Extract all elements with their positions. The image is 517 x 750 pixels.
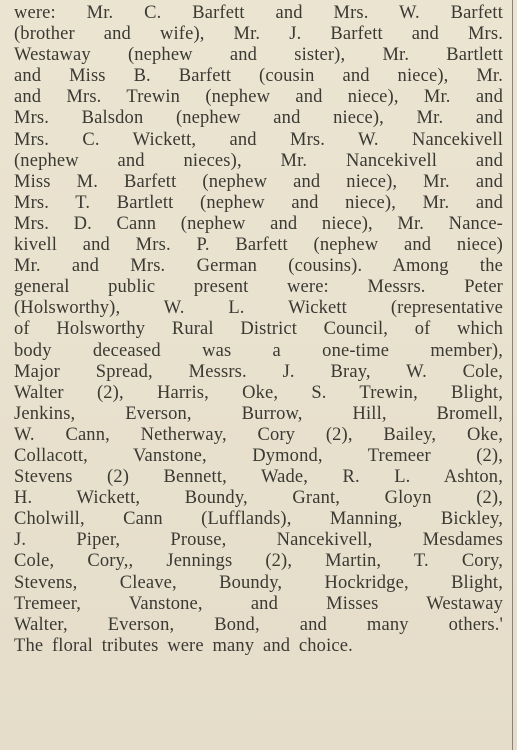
article-line: body deceased was a one-time member), [14, 340, 503, 361]
article-line: Mrs. D. Cann (nephew and niece), Mr. Nance- [14, 213, 503, 234]
article-line: Walter, Everson, Bond, and many others.' [14, 614, 503, 635]
article-line: and Miss B. Barfett (cousin and niece), Mr. [14, 66, 503, 87]
article-line: Major Spread, Messrs. J. Bray, W. Cole, [14, 361, 503, 382]
article-line: (Holsworthy), W. L. Wickett (representative [14, 298, 503, 319]
article-line: kivell and Mrs. P. Barfett (nephew and niece) [14, 235, 503, 256]
article-line: H. Wickett, Boundy, Grant, Gloyn (2), [14, 488, 503, 509]
article-line: (nephew and nieces), Mr. Nancekivell and [14, 150, 503, 171]
article-line: Mrs. Balsdon (nephew and niece), Mr. and [14, 108, 503, 129]
article-line: Collacott, Vanstone, Dymond, Tremeer (2), [14, 445, 503, 466]
column-rule [512, 0, 513, 750]
article-line: of Holsworthy Rural District Council, of which [14, 319, 503, 340]
article-line: and Mrs. Trewin (nephew and niece), Mr. and [14, 87, 503, 108]
article-line: The floral tributes were many and choice. [14, 635, 353, 656]
article-line: (brother and wife), Mr. J. Barfett and Mrs. [14, 24, 503, 45]
article-line: Walter (2), Harris, Oke, S. Trewin, Blight, [14, 382, 503, 403]
article-line: Stevens, Cleave, Boundy, Hockridge, Blight, [14, 572, 503, 593]
article-line: general public present were: Messrs. Peter [14, 277, 503, 298]
article-line: Cole, Cory,, Jennings (2), Martin, T. Cory, [14, 551, 503, 572]
article-line: Miss M. Barfett (nephew and niece), Mr. and [14, 171, 503, 192]
article-line: Tremeer, Vanstone, and Misses Westaway [14, 593, 503, 614]
article-line: Jenkins, Everson, Burrow, Hill, Bromell, [14, 403, 503, 424]
article-line: Mrs. T. Bartlett (nephew and niece), Mr. and [14, 192, 503, 213]
article-line: Mr. and Mrs. German (cousins). Among the [14, 256, 503, 277]
article-line: Stevens (2) Bennett, Wade, R. L. Ashton, [14, 467, 503, 488]
article-line: Westaway (nephew and sister), Mr. Bartlett [14, 45, 503, 66]
article-line: Mrs. C. Wickett, and Mrs. W. Nancekivell [14, 129, 503, 150]
article-line: J. Piper, Prouse, Nancekivell, Mesdames [14, 530, 503, 551]
article-body [14, 3, 503, 657]
article-line: were: Mr. C. Barfett and Mrs. W. Barfett [14, 3, 503, 23]
article-line: Cholwill, Cann (Lufflands), Manning, Bickley, [14, 509, 503, 530]
article-line: W. Cann, Netherway, Cory (2), Bailey, Oke, [14, 424, 503, 445]
